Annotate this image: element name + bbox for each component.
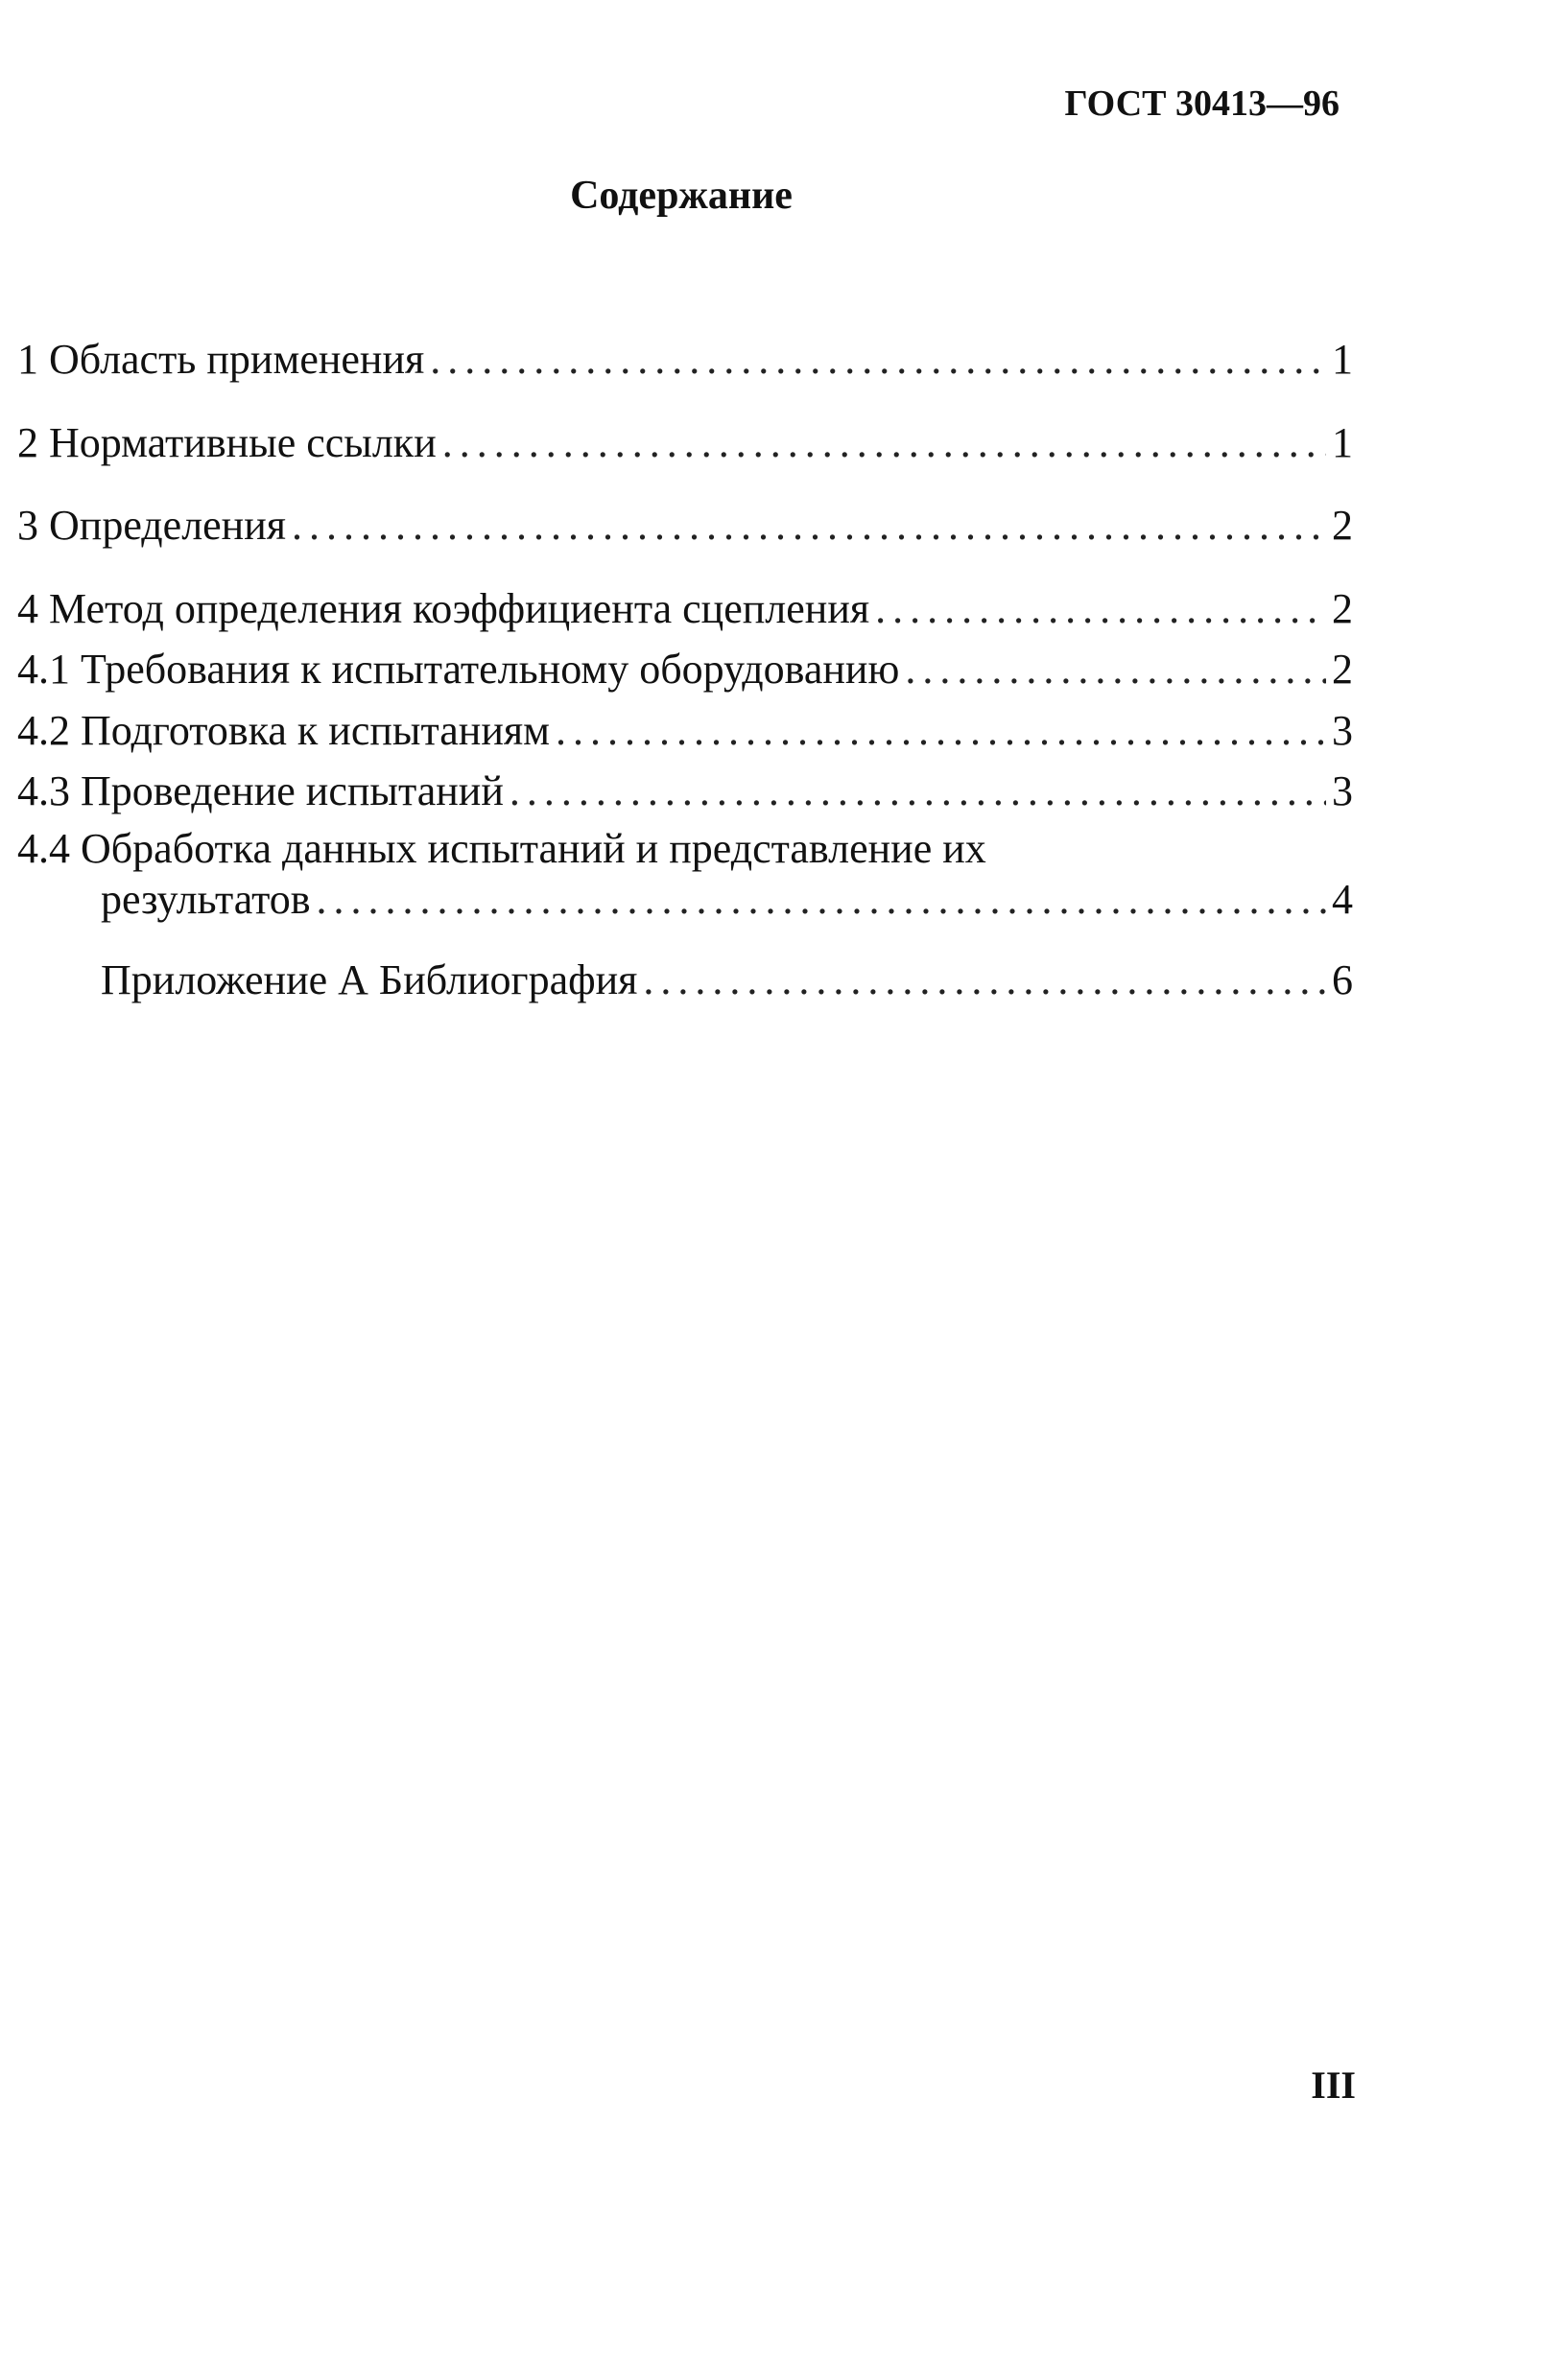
toc-title: Содержание <box>570 174 793 218</box>
toc-entry-page: 3 <box>1332 707 1353 754</box>
document-code: ГОСТ 30413—96 <box>1064 83 1340 124</box>
toc-entry-label: Приложение А Библиография <box>101 956 638 1003</box>
toc-entry <box>17 502 1353 551</box>
toc-entry <box>101 876 1353 925</box>
toc-entry-label: 3 Определения <box>17 502 287 549</box>
toc-entry-page: 2 <box>1332 502 1353 549</box>
toc-entry-page: 2 <box>1332 585 1353 632</box>
toc-entry-page: 4 <box>1332 876 1353 923</box>
toc-entry <box>17 767 1353 816</box>
toc-entry-page: 1 <box>1332 336 1353 383</box>
toc-entry <box>17 336 1353 385</box>
toc-dot-leader <box>875 585 1326 634</box>
toc-entry-label: 4 Метод определения коэффициента сцепления <box>17 585 870 632</box>
toc-dot-leader <box>317 876 1326 925</box>
toc-entry-label: 1 Область применения <box>17 336 425 383</box>
toc-entry <box>17 707 1353 756</box>
toc-entry <box>17 585 1353 634</box>
page-number: III <box>1311 2063 1356 2107</box>
toc-entry-page: 2 <box>1332 646 1353 693</box>
toc-entry-page: 3 <box>1332 767 1353 814</box>
toc-entry-label: 4.4 Обработка данных испытаний и представление их <box>17 825 986 872</box>
toc-dot-leader <box>430 336 1326 385</box>
toc-entry-label-continued: результатов <box>101 876 311 923</box>
toc-entry-label: 4.3 Проведение испытаний <box>17 767 504 814</box>
toc-entry-label: 4.1 Требования к испытательному оборудованию <box>17 646 900 693</box>
toc-dot-leader <box>905 646 1326 695</box>
toc-entry-label: 4.2 Подготовка к испытаниям <box>17 707 550 754</box>
toc-entry <box>17 419 1353 468</box>
toc-dot-leader <box>510 767 1326 816</box>
toc-entry-page: 1 <box>1332 419 1353 466</box>
toc-dot-leader <box>292 502 1326 551</box>
toc-dot-leader <box>556 707 1326 756</box>
toc-dot-leader <box>643 956 1326 1005</box>
toc-entry-page: 6 <box>1332 956 1353 1003</box>
toc-entry <box>101 956 1353 1005</box>
toc-dot-leader <box>442 419 1326 468</box>
toc-entry-label: 2 Нормативные ссылки <box>17 419 437 466</box>
toc-entry <box>17 646 1353 695</box>
